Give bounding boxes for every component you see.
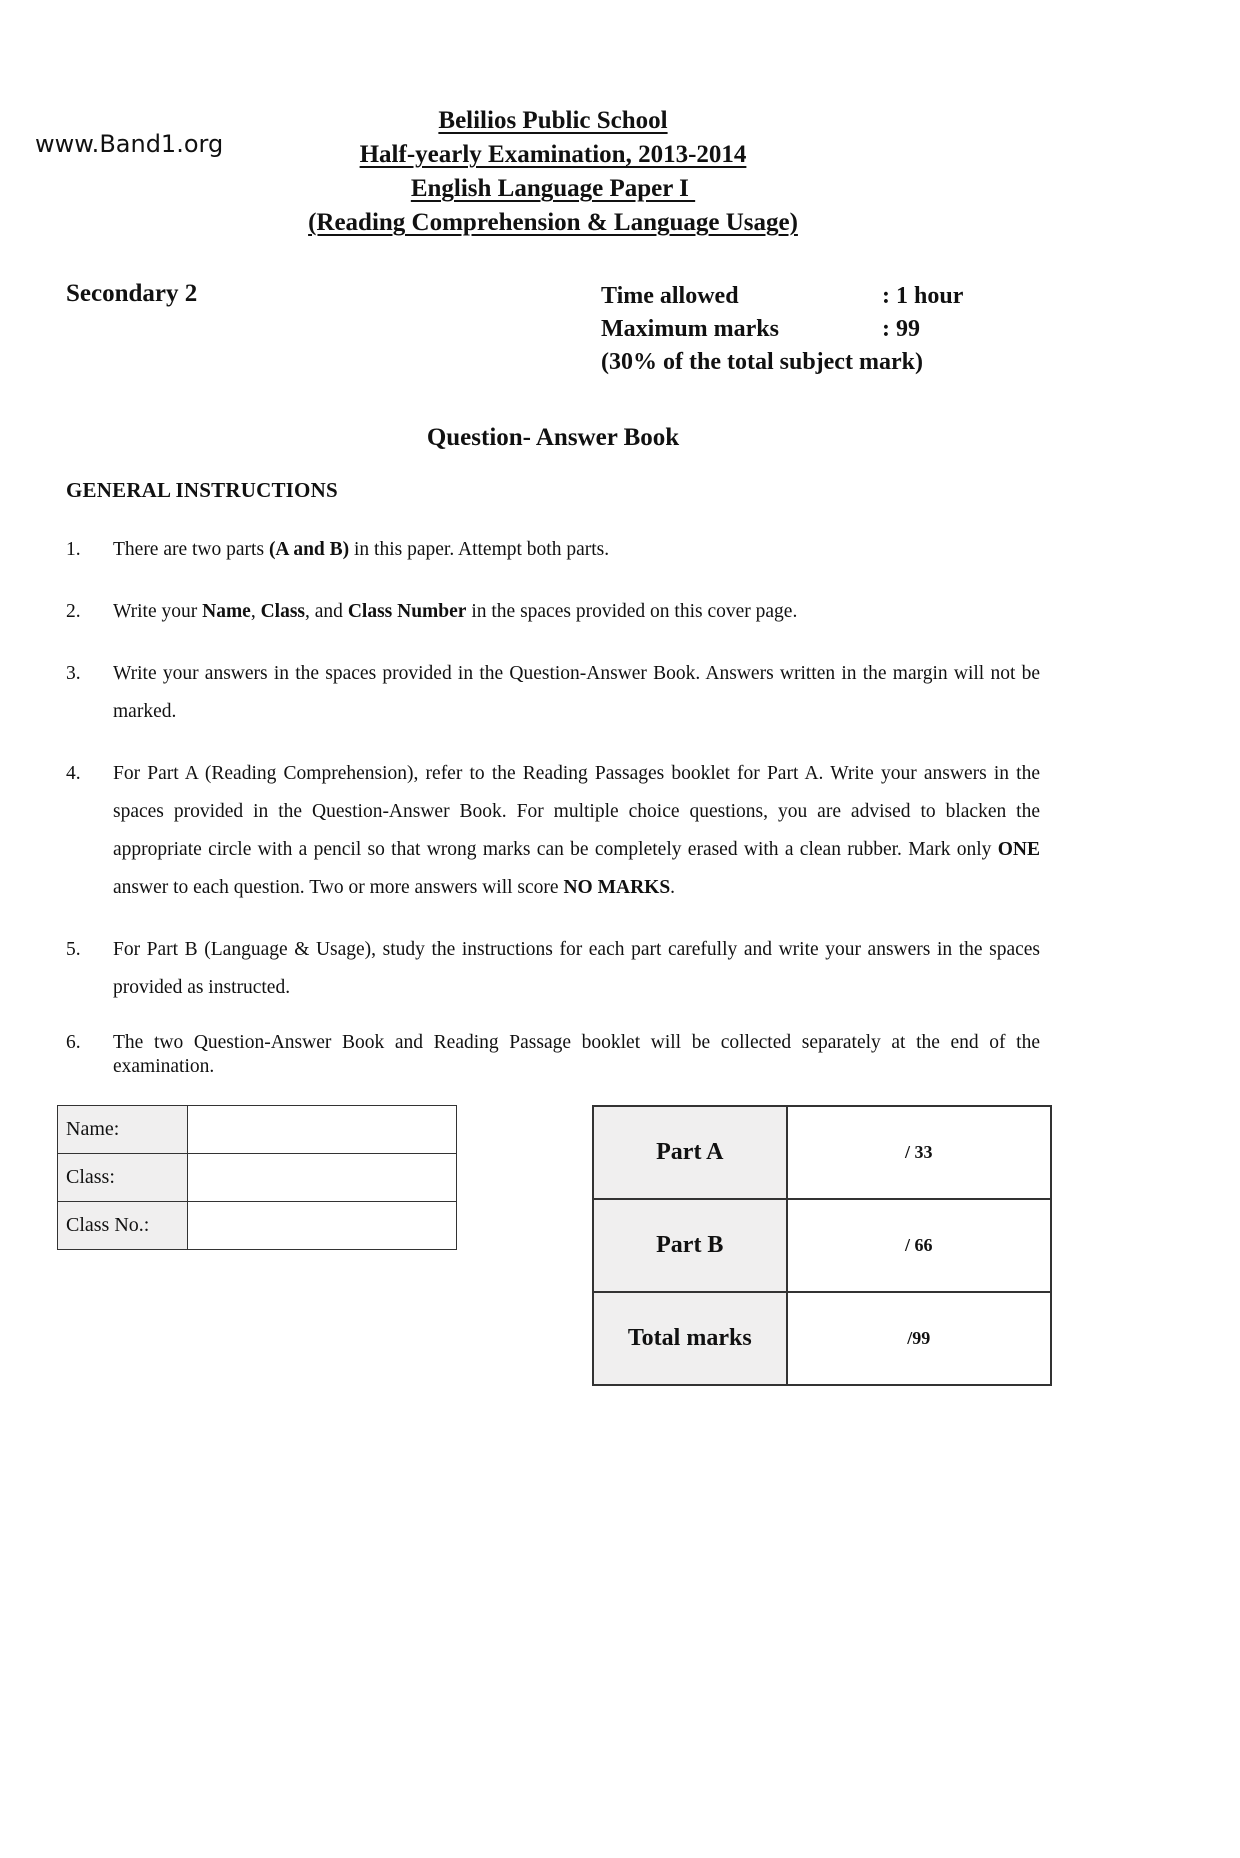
part-a-score: / 33	[787, 1106, 1051, 1199]
instruction-text: There are two parts (A and B) in this paper. Attempt both parts.	[113, 539, 610, 560]
site-watermark: www.Band1.org	[35, 130, 224, 158]
instruction-text: The two Question-Answer Book and Reading Passage booklet will be collected separately at the end of the examination.	[113, 1032, 1040, 1077]
paper-name: English Language Paper I	[410, 175, 696, 202]
cover-tables	[57, 1105, 1240, 1386]
class-label: Class:	[58, 1154, 188, 1202]
table-row	[593, 1292, 1051, 1385]
marks-percentage-note: (30% of the total subject mark)	[601, 349, 923, 375]
part-b-score: / 66	[787, 1199, 1051, 1292]
class-no-field[interactable]	[188, 1202, 457, 1250]
class-no-label: Class No.:	[58, 1202, 188, 1250]
table-row	[593, 1199, 1051, 1292]
max-marks-value: : 99	[882, 316, 920, 342]
level-label: Secondary 2	[66, 280, 198, 307]
marks-summary-table	[592, 1105, 1052, 1386]
instruction-item	[66, 755, 1040, 907]
exam-cover-page	[0, 104, 1240, 1858]
instruction-item	[66, 593, 1040, 631]
instructions-list	[66, 531, 1040, 1079]
class-field[interactable]	[188, 1154, 457, 1202]
exam-title-block	[66, 104, 1040, 240]
table-row	[593, 1106, 1051, 1199]
student-info-table	[57, 1105, 457, 1250]
time-allowed-value: : 1 hour	[882, 283, 964, 309]
instruction-number: 4.	[66, 763, 81, 784]
instruction-text: For Part A (Reading Comprehension), refer to the Reading Passages booklet for Part A. Write your answers in the spaces provided in the Question-Answer Book. For multiple choice questions, you are advised to blacken the appropriate circle with a pencil so that wrong marks can be completely erased with a clean rubber. Mark only ONE answer to each question. Two or more answers will score NO MARKS.	[113, 763, 1040, 898]
instruction-item	[66, 531, 1040, 569]
part-b-label: Part B	[593, 1199, 787, 1292]
instruction-text: Write your Name, Class, and Class Number in the spaces provided on this cover page.	[113, 601, 798, 622]
table-row	[58, 1202, 457, 1250]
total-marks-score: /99	[787, 1292, 1051, 1385]
instruction-number: 3.	[66, 663, 81, 684]
part-a-label: Part A	[593, 1106, 787, 1199]
instruction-item	[66, 931, 1040, 1007]
table-row	[58, 1154, 457, 1202]
exam-meta-row	[66, 280, 1040, 384]
school-name: Belilios Public School	[438, 107, 668, 134]
name-field[interactable]	[188, 1106, 457, 1154]
instruction-number: 2.	[66, 601, 81, 622]
exam-name: Half-yearly Examination, 2013-2014	[359, 141, 747, 168]
instruction-text: For Part B (Language & Usage), study the instructions for each part carefully and write your answers in the spaces provided as instructed.	[113, 939, 1040, 998]
time-allowed-label: Time allowed	[601, 283, 739, 309]
instruction-text: Write your answers in the spaces provided in the Question-Answer Book. Answers written in the margin will not be marked.	[113, 663, 1040, 722]
table-row	[58, 1106, 457, 1154]
general-instructions-heading: GENERAL INSTRUCTIONS	[66, 478, 338, 502]
instruction-number: 5.	[66, 939, 81, 960]
instruction-item	[66, 1031, 1040, 1079]
paper-subtitle: (Reading Comprehension & Language Usage)	[308, 209, 798, 236]
max-marks-label: Maximum marks	[601, 316, 779, 342]
exam-meta-block	[601, 280, 963, 379]
book-title: Question- Answer Book	[426, 424, 680, 451]
instruction-number: 1.	[66, 539, 81, 560]
instruction-item	[66, 655, 1040, 731]
name-label: Name:	[58, 1106, 188, 1154]
instruction-number: 6.	[66, 1032, 81, 1053]
total-marks-label: Total marks	[593, 1292, 787, 1385]
